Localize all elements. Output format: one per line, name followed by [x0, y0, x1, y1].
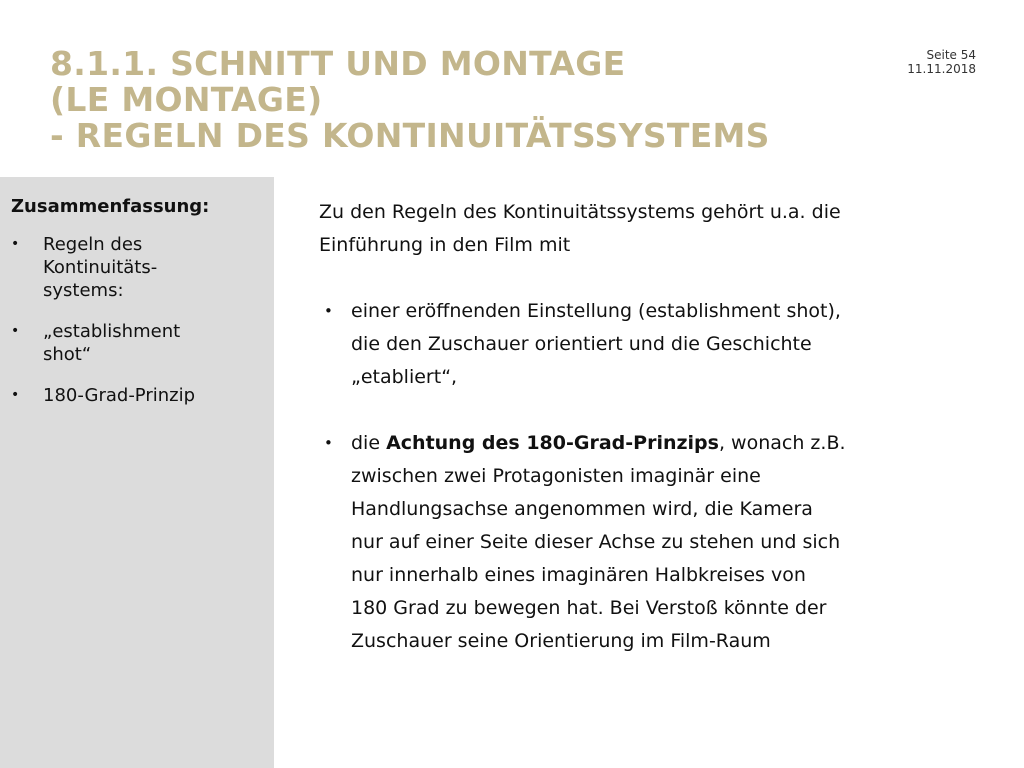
bullet-icon: •: [11, 387, 20, 403]
slide-title-line-3: - REGELN DES KONTINUITÄTSSYSTEMS: [50, 116, 770, 155]
rule-prefix: die: [351, 432, 387, 454]
rule-line: zwischen zwei Protagonisten imaginär eine: [351, 465, 761, 487]
page-number: Seite 54: [926, 48, 976, 62]
slide-title-line-1: 8.1.1. SCHNITT UND MONTAGE: [50, 44, 626, 83]
summary-item-line: „establishment: [43, 321, 181, 342]
rules-list: [319, 295, 979, 658]
summary-item-establishment-shot: [11, 320, 261, 366]
rule-line: Zuschauer seine Orientierung im Film-Raum: [351, 630, 771, 652]
slide-title: [50, 46, 770, 154]
slide-date: 11.11.2018: [907, 62, 976, 76]
slide-title-line-2: (LE MONTAGE): [50, 80, 323, 119]
summary-item-line: Kontinuitäts-: [43, 257, 158, 278]
summary-heading: Zusammenfassung:: [11, 196, 210, 217]
rule-line: einer eröffnenden Einstellung (establishment shot),: [351, 300, 841, 322]
intro-line: Zu den Regeln des Kontinuitätssystems gehört u.a. die: [319, 201, 841, 223]
rule-line: 180 Grad zu bewegen hat. Bei Verstoß könnte der: [351, 597, 827, 619]
rule-line: Handlungsachse angenommen wird, die Kamera: [351, 498, 813, 520]
summary-item-line: 180-Grad-Prinzip: [43, 385, 196, 406]
intro-paragraph: [319, 196, 979, 262]
bullet-icon: •: [11, 323, 20, 339]
summary-item-continuity-rules: [11, 233, 261, 302]
rule-emphasis: Achtung des 180-Grad-Prinzips: [386, 432, 719, 454]
rule-establishing-shot: [319, 295, 979, 394]
rule-180-degree: [319, 427, 979, 658]
summary-item-180-degree: [11, 384, 261, 407]
rule-line: die den Zuschauer orientiert und die Geschichte: [351, 333, 812, 355]
rule-line: nur innerhalb eines imaginären Halbkreises von: [351, 564, 806, 586]
intro-line: Einführung in den Film mit: [319, 234, 571, 256]
slide-meta: [907, 48, 976, 76]
main-content: [319, 196, 979, 691]
rule-line: nur auf einer Seite dieser Achse zu stehen und sich: [351, 531, 841, 553]
rule-line: „etabliert“,: [351, 366, 458, 388]
summary-list: [11, 233, 261, 425]
summary-item-line: shot“: [43, 344, 92, 365]
bullet-icon: •: [11, 236, 20, 252]
summary-item-line: Regeln des: [43, 234, 143, 255]
bullet-icon: •: [324, 434, 333, 452]
bullet-icon: •: [324, 302, 333, 320]
summary-item-line: systems:: [43, 280, 124, 301]
rule-suffix: , wonach z.B.: [718, 432, 846, 454]
